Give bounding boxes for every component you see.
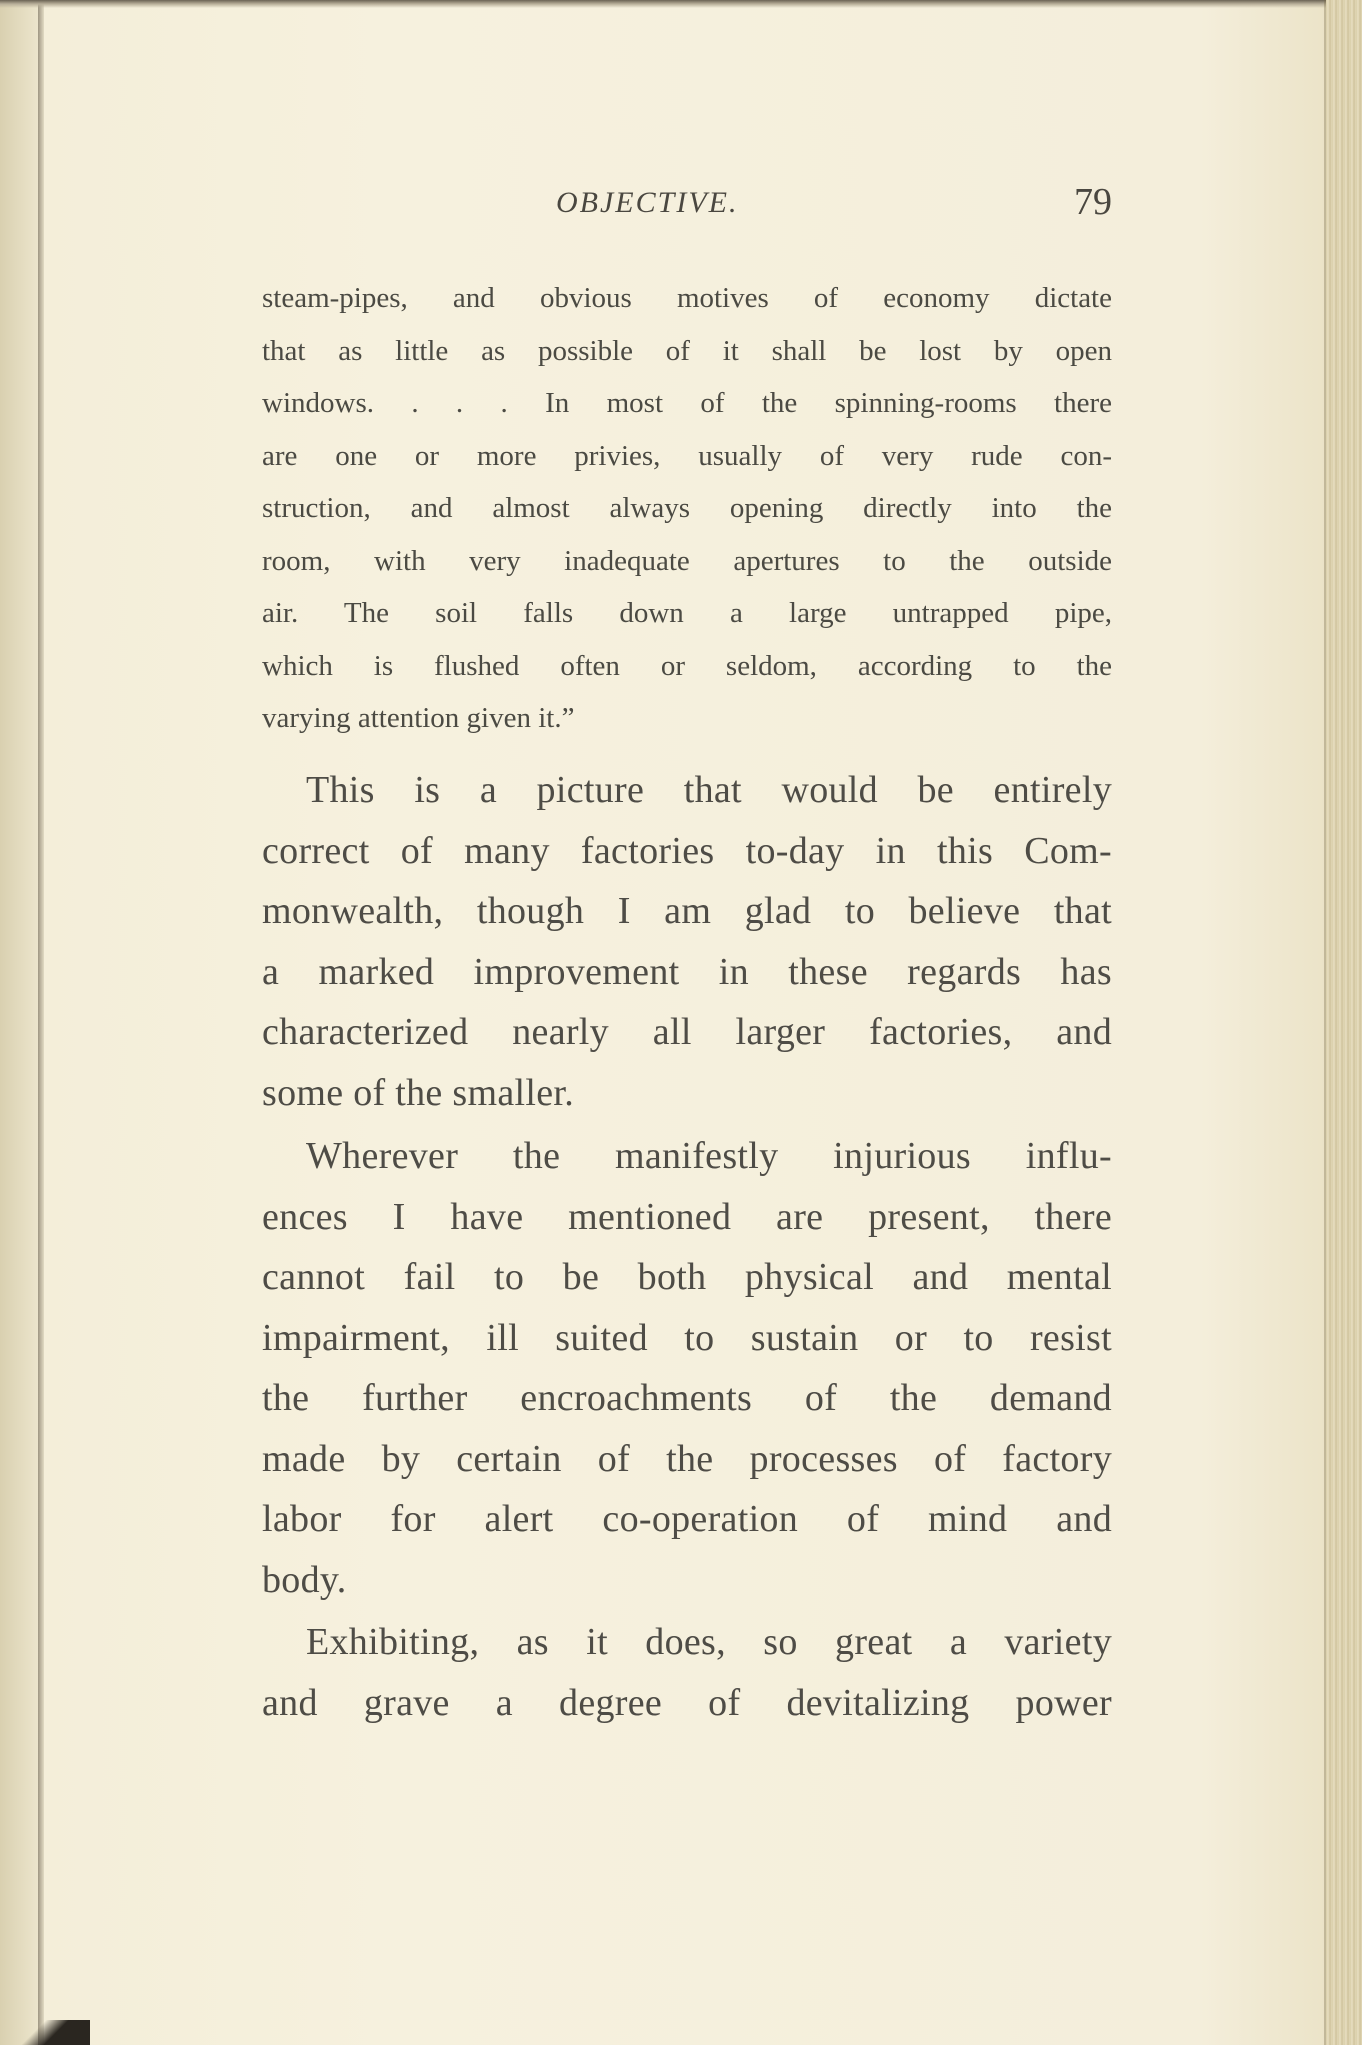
page-top-edge: [0, 0, 1362, 8]
running-head: [262, 181, 1112, 236]
quoted-passage: [262, 272, 1112, 745]
text-line: correct of many factories to-day in this Com-: [262, 829, 1112, 872]
quote-line: room, with very inadequate apertures to the outside: [262, 544, 1112, 577]
paragraph-1: [262, 760, 1112, 1123]
text-line: cannot fail to be both physical and mental: [262, 1256, 1112, 1298]
text-line: the further encroachments of the demand: [262, 1377, 1112, 1419]
text-line: characterized nearly all larger factories, and: [262, 1011, 1112, 1053]
text-line: a marked improvement in these regards has: [262, 950, 1112, 993]
text-line: some of the smaller.: [262, 1071, 575, 1114]
quote-line: struction, and almost always opening directly into the: [262, 492, 1112, 524]
quote-line: which is flushed often or seldom, according to the: [262, 649, 1112, 682]
paragraph-2: [262, 1126, 1112, 1610]
text-line: ences I have mentioned are present, there: [262, 1195, 1112, 1238]
page-number: 79: [1074, 181, 1112, 223]
text-line: impairment, ill suited to sustain or to resist: [262, 1316, 1112, 1359]
gutter-shadow: [0, 0, 38, 2045]
quote-line: varying attention given it.”: [262, 702, 575, 734]
quote-line: windows. . . . In most of the spinning-rooms there: [262, 387, 1112, 419]
text-line: monwealth, though I am glad to believe that: [262, 890, 1112, 932]
text-line: labor for alert co-operation of mind and: [262, 1498, 1112, 1540]
text-line: body.: [262, 1558, 347, 1601]
text-line: made by certain of the processes of factory: [262, 1437, 1112, 1480]
text-line: Exhibiting, as it does, so great a variety: [306, 1621, 1112, 1663]
bottom-corner-shadow: [0, 2020, 90, 2045]
quote-line: are one or more privies, usually of very rude con-: [262, 439, 1112, 472]
running-title: OBJECTIVE.: [556, 186, 739, 219]
fore-edge-pages: [1326, 0, 1362, 2045]
binding-spine: [38, 0, 44, 2045]
text-line: and grave a degree of devitalizing power: [262, 1681, 1112, 1724]
quote-line: that as little as possible of it shall be lost by open: [262, 334, 1112, 367]
quote-line: air. The soil falls down a large untrapped pipe,: [262, 597, 1112, 629]
paragraph-3: [262, 1612, 1112, 1733]
text-line: Wherever the manifestly injurious influ-: [306, 1135, 1112, 1177]
text-line: This is a picture that would be entirely: [306, 769, 1112, 811]
quote-line: steam-pipes, and obvious motives of economy dictate: [262, 282, 1112, 314]
